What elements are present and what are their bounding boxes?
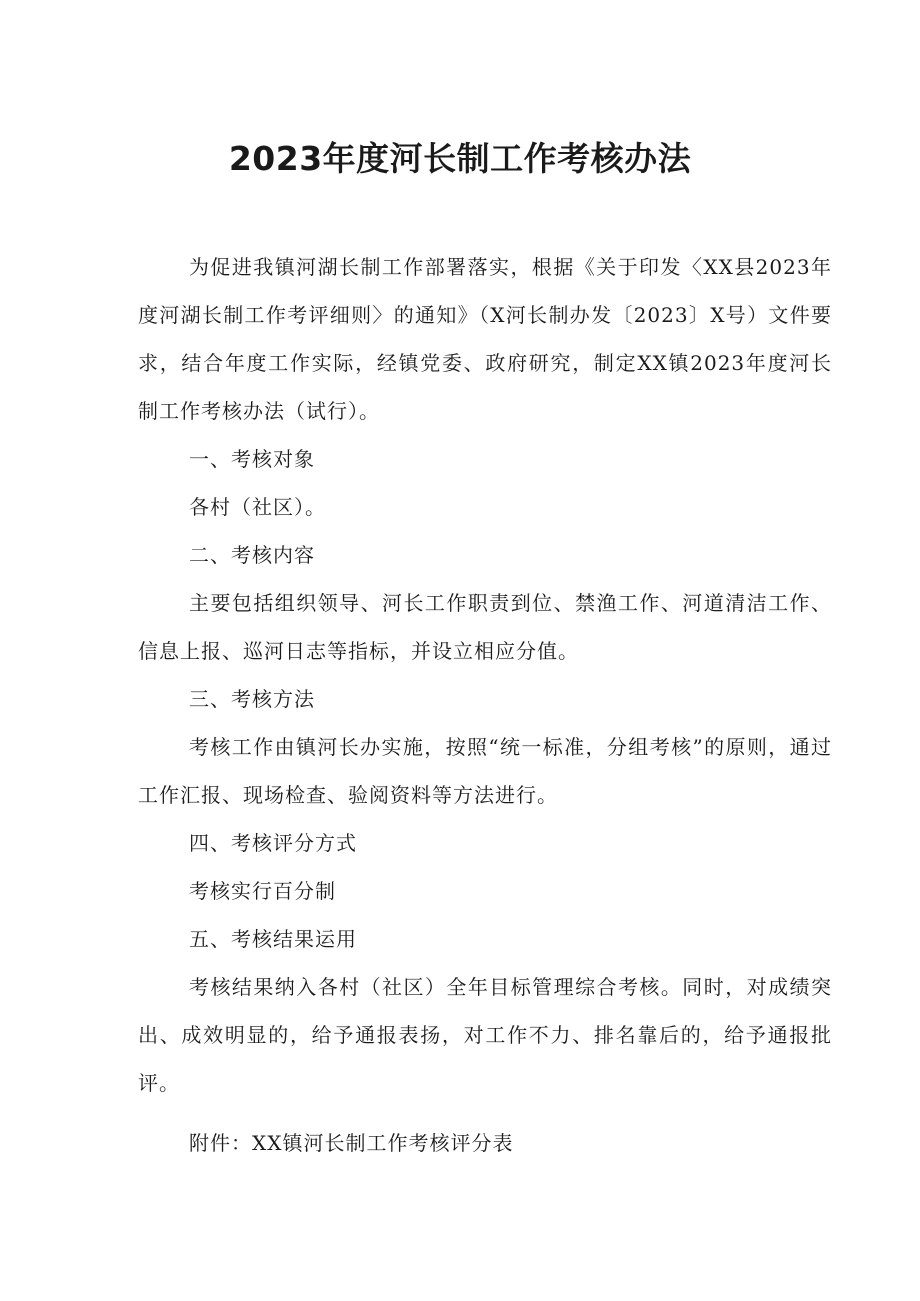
section-heading-method: 三、考核方法 [189,687,315,711]
attachment-note: 附件：XX镇河长制工作考核评分表 [189,1131,514,1155]
section-content-scoring: 考核实行百分制 [189,879,336,903]
section-content-method: 考核工作由镇河长办实施，按照“统一标准，分组考核”的原则，通过工作汇报、现场检查、验阅资料等方法进行。 [138,735,832,807]
section-heading-content: 二、考核内容 [189,543,315,567]
section-heading-results: 五、考核结果运用 [189,927,357,951]
section-content-content: 主要包括组织领导、河长工作职责到位、禁渔工作、河道清洁工作、信息上报、巡河日志等指标，并设立相应分值。 [138,591,832,663]
section-heading-target: 一、考核对象 [189,447,315,471]
intro-paragraph: 为促进我镇河湖长制工作部署落实，根据《关于印发〈XX县2023年度河湖长制工作考评细则〉的通知》（X河长制办发〔2023〕X号）文件要求，结合年度工作实际，经镇党委、政府研究，制定XX镇2023年度河长制工作考核办法（试行）。 [138,255,832,423]
section-heading-scoring: 四、考核评分方式 [189,831,357,855]
section-content-target: 各村（社区）。 [189,495,326,519]
document-title: 2023年度河长制工作考核办法 [228,139,692,178]
section-content-results: 考核结果纳入各村（社区）全年目标管理综合考核。同时，对成绩突出、成效明显的，给予通报表扬，对工作不力、排名靠后的，给予通报批评。 [138,975,832,1095]
